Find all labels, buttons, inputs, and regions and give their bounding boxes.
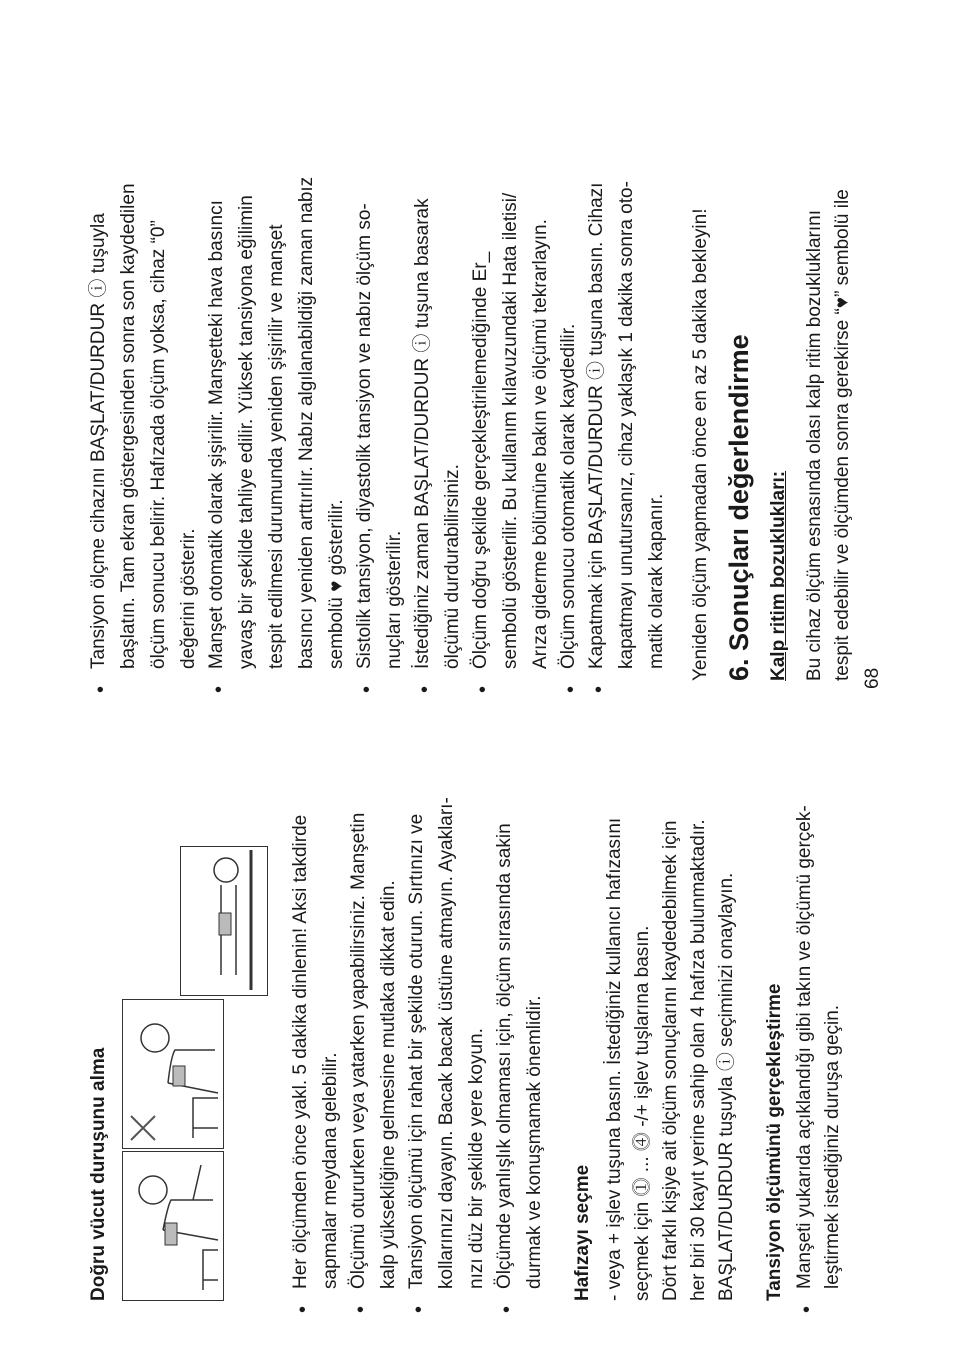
procedure-line: sembolü gösterilir. Bu kullanım kılavuzundaki Hata iletisi/: [500, 192, 521, 669]
procedure-line: İstediğiniz zaman BAŞLAT/DURDUR ⓘ tuşuna basarak: [412, 198, 433, 669]
procedure-line: matik olarak kapanır.: [646, 493, 667, 669]
posture-heading: Doğru vücut duruşunu alma: [88, 1047, 109, 1301]
bullet-dot: •: [208, 685, 230, 693]
procedure-line: yavaş bir şekilde tahliye edilir. Yüksek tansiyona eğilimin: [236, 195, 257, 669]
posture-line: kollarınızı dayayın. Bacak bacak üstüne atmayın. Ayakları-: [436, 797, 457, 1289]
section-title: 6. Sonuçları değerlendirme: [724, 334, 754, 681]
bullet-dot: •: [588, 685, 610, 693]
procedure-line: değerini gösterir.: [178, 528, 199, 669]
procedure-line: kapatmayı unutursanız, cihaz yaklaşık 1 dakika sonra oto-: [616, 181, 637, 669]
arrhythmia-subheading: Kalp ritim bozuklukları:: [768, 470, 789, 681]
bullet-dot: •: [350, 1305, 372, 1313]
bullet-dot: •: [90, 685, 112, 693]
arrhythmia-line: tespit edebilir ve ölçümden sonra gerekirse “♥” sembolü ile: [832, 189, 853, 681]
memory-line: - veya + işlev tuşuna basın. İstediğiniz kullanıcı hafızasını: [604, 817, 625, 1301]
posture-line: nızı düz bir şekilde yere koyun.: [466, 1028, 487, 1289]
procedure-line: sembolü ♥ gösterilir.: [326, 499, 347, 669]
illustration-correct-sitting: [122, 1151, 224, 1301]
procedure-line: Tansiyon ölçme cihazını BAŞLAT/DURDUR ⓘ tuşuyla: [88, 213, 109, 669]
bullet-dot: •: [472, 685, 494, 693]
procedure-line: basıncı yeniden arttırılır. Nabız algılanabildiği zaman nabız: [296, 176, 317, 669]
posture-line: sapmalar meydana gelebilir.: [320, 1052, 341, 1289]
procedure-line: ölçümü durdurabilirsiniz.: [442, 464, 463, 669]
posture-line: Her ölçümden önce yakl. 5 dakika dinlenin! Aksi takdirde: [290, 814, 311, 1289]
posture-line: Tansiyon ölçümü için rahat bir şekilde oturun. Sırtınızı ve: [406, 813, 427, 1289]
procedure-line: tespit edilmesi durumunda yeniden şişirilir ve manşet: [266, 224, 287, 669]
posture-line: kalp yüksekliğine gelmesine mutlaka dikkat edin.: [378, 880, 399, 1289]
procedure-line: Arıza giderme bölümüne bakın ve ölçümü tekrarlayın.: [530, 219, 551, 669]
posture-line: durmak ve konuşmamak önemlidir.: [524, 995, 545, 1289]
bullet-dot: •: [292, 1305, 314, 1313]
sitting-figure-icon: [123, 1152, 223, 1300]
illustration-lying: [180, 846, 268, 996]
bullet-dot: •: [560, 685, 582, 693]
procedure-line: Ölçüm sonucu otomatik olarak kaydedilir.: [558, 323, 579, 669]
measure-line: leştirmek istediğiniz duruşa geçin.: [822, 1004, 843, 1289]
procedure-line: nuçları gösterilir.: [384, 530, 405, 669]
memory-line: Dört farklı kişiye ait ölçüm sonuçlarını kaydedebilmek için: [660, 820, 681, 1301]
procedure-line: Sistolik tansiyon, diyastolik tansiyon ve nabız ölçüm so-: [354, 203, 375, 669]
bullet-dot: •: [356, 685, 378, 693]
memory-line: seçmek için ⓵ ... ⓸ -/+ işlev tuşlarına basın.: [632, 925, 653, 1301]
procedure-line: ölçüm sonucu belirir. Hafızada ölçüm yoksa, cihaz “0”: [148, 220, 169, 669]
memory-heading: Hafızayı seçme: [572, 1164, 593, 1301]
bullet-dot: •: [414, 685, 436, 693]
illustration-wrong-sitting: [122, 999, 224, 1149]
lying-figure-icon: [181, 847, 267, 995]
procedure-line: Ölçüm doğru şekilde gerçekleştirilemediğinde Er_: [470, 251, 491, 669]
bullet-dot: •: [796, 1305, 818, 1313]
measure-line: Manşeti yukarıda açıklandığı gibi takın ve ölçümü gerçek-: [794, 805, 815, 1289]
procedure-line: Manşet otomatik olarak şişirilir. Manşetteki hava basıncı: [206, 200, 227, 669]
procedure-line: başlatın. Tam ekran göstergesinden sonra son kaydedilen: [118, 183, 139, 669]
wrong-posture-icon: [123, 1000, 223, 1148]
measure-heading: Tansiyon ölçümünü gerçekleştirme: [764, 983, 785, 1301]
posture-line: Ölçümde yanlışlık olmaması için, ölçüm sırasında sakin: [494, 823, 515, 1289]
procedure-line: Kapatmak için BAŞLAT/DURDUR ⓘ tuşuna basın. Cihazı: [586, 182, 607, 669]
posture-line: Ölçümü otururken veya yatarken yapabilirsiniz. Manşetin: [348, 812, 369, 1289]
memory-line: BAŞLAT/DURDUR tuşuyla ⓘ seçiminizi onaylayın.: [716, 872, 737, 1301]
bullet-dot: •: [496, 1305, 518, 1313]
memory-line: her biri 30 kayıt yerine sahip olan 4 hafıza bulunmaktadır.: [688, 819, 709, 1301]
bullet-dot: •: [408, 1305, 430, 1313]
page-number: 68: [862, 667, 883, 689]
wait-note: Yeniden ölçüm yapmadan önce en az 5 dakika bekleyin!: [690, 208, 711, 681]
arrhythmia-line: Bu cihaz ölçüm esnasında olası kalp ritim bozukluklarını: [804, 209, 825, 681]
